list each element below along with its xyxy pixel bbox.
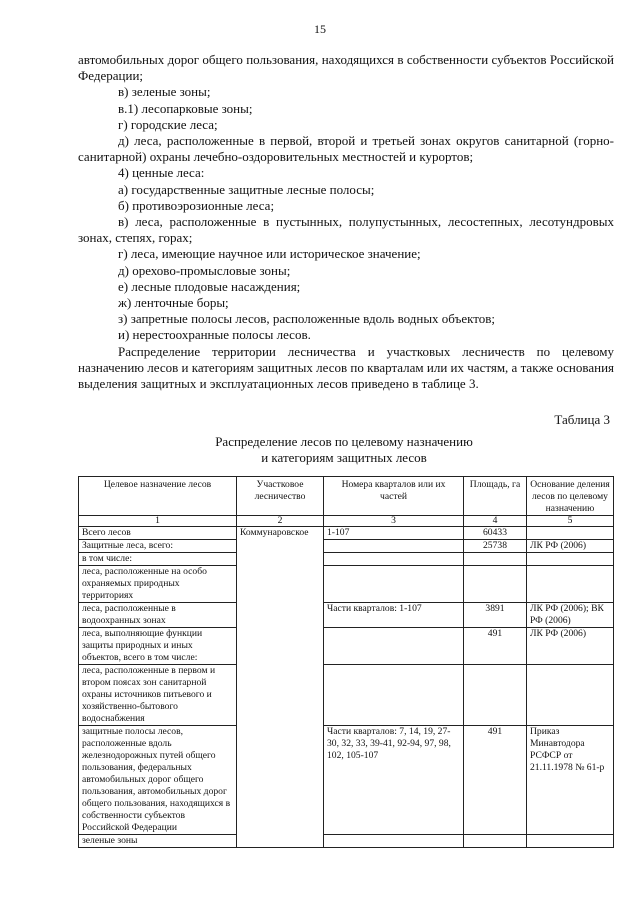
table-row [79, 835, 614, 848]
paragraph: г) городские леса; [118, 116, 218, 132]
cell-purpose: зеленые зоны [79, 835, 237, 848]
cell-quarters [324, 566, 464, 603]
cell-basis: ЛК РФ (2006) [527, 540, 614, 553]
cell-purpose: леса, расположенные в первом и втором поясах зон санитарной охраны источников питьевого и хозяйственно-бытового водоснабжения [79, 665, 237, 726]
column-number: 5 [527, 516, 614, 527]
cell-purpose: в том числе: [79, 553, 237, 566]
column-number: 2 [237, 516, 324, 527]
column-number: 4 [464, 516, 527, 527]
paragraph: 4) ценные леса: [118, 165, 205, 181]
paragraph: и) нерестоохранные полосы лесов. [118, 327, 311, 343]
header-purpose: Целевое назначение лесов [79, 477, 237, 516]
cell-area: 491 [464, 628, 527, 665]
paragraph: д) леса, расположенные в первой, второй и третьей зонах округов санитарной (горно-санитарной) охраны лечебно-оздоровительных местностей и курортов; [78, 133, 614, 165]
table-title-line: и категориям защитных лесов [261, 450, 427, 465]
table-row [79, 603, 614, 628]
cell-area [464, 553, 527, 566]
cell-area [464, 665, 527, 726]
cell-quarters: 1-107 [324, 527, 464, 540]
cell-area [464, 835, 527, 848]
cell-basis [527, 835, 614, 848]
page-number: 15 [314, 22, 326, 36]
paragraph: е) лесные плодовые насаждения; [118, 278, 301, 294]
paragraph: ж) ленточные боры; [118, 295, 229, 311]
cell-area: 25738 [464, 540, 527, 553]
cell-purpose: леса, выполняющие функции защиты природных и иных объектов, всего в том числе: [79, 628, 237, 665]
cell-quarters [324, 835, 464, 848]
cell-quarters [324, 665, 464, 726]
table-row [79, 665, 614, 726]
paragraph: б) противоэрозионные леса; [118, 197, 275, 213]
paragraph: в.1) лесопарковые зоны; [118, 100, 253, 116]
table-row [79, 553, 614, 566]
cell-basis [527, 553, 614, 566]
cell-basis: ЛК РФ (2006) [527, 628, 614, 665]
table-header-row [79, 477, 614, 516]
column-number-row [79, 516, 614, 527]
body-text [78, 52, 614, 392]
cell-quarters [324, 540, 464, 553]
paragraph: автомобильных дорог общего пользования, находящихся в собственности субъектов Российской Федерации; [78, 52, 614, 84]
header-area: Площадь, га [464, 477, 527, 516]
table-caption [78, 412, 610, 466]
cell-purpose: Защитные леса, всего: [79, 540, 237, 553]
cell-area: 491 [464, 726, 527, 835]
column-number: 3 [324, 516, 464, 527]
cell-district: Коммунаровское [237, 527, 324, 848]
cell-purpose: защитные полосы лесов, расположенные вдоль железнодорожных путей общего пользования, федеральных автомобильных дорог общего пользования, автомобильных дорог общего пользования, находящихся в собственности субъектов Российской Федерации [79, 726, 237, 835]
cell-basis [527, 665, 614, 726]
cell-quarters [324, 628, 464, 665]
column-number: 1 [79, 516, 237, 527]
header-basis: Основание деления лесов по целевому назначению [527, 477, 614, 516]
cell-basis: ЛК РФ (2006); ВК РФ (2006) [527, 603, 614, 628]
cell-area [464, 566, 527, 603]
cell-quarters: Части кварталов: 7, 14, 19, 27-30, 32, 33, 39-41, 92-94, 97, 98, 102, 105-107 [324, 726, 464, 835]
cell-purpose: Всего лесов [79, 527, 237, 540]
table-title [78, 434, 610, 466]
cell-quarters [324, 553, 464, 566]
paragraph: в) зеленые зоны; [118, 84, 211, 100]
cell-quarters: Части кварталов: 1-107 [324, 603, 464, 628]
cell-area: 3891 [464, 603, 527, 628]
paragraph: в) леса, расположенные в пустынных, полупустынных, лесостепных, лесотундровых зонах, степях, горах; [78, 214, 614, 246]
cell-basis [527, 527, 614, 540]
table-row [79, 628, 614, 665]
table-row [79, 540, 614, 553]
cell-basis: Приказ Минавтодора РСФСР от 21.11.1978 № 61-р [527, 726, 614, 835]
table-row [79, 527, 614, 540]
paragraph: г) леса, имеющие научное или историческое значение; [118, 246, 421, 262]
paragraph: Распределение территории лесничества и участковых лесничеств по целевому назначению лесов и категориям защитных лесов по кварталам или их частям, а также основания выделения защитных и эксплуатационных лесов приведено в таблице 3. [78, 343, 615, 392]
cell-basis [527, 566, 614, 603]
paragraph: д) орехово-промысловые зоны; [118, 262, 291, 278]
table-row [79, 566, 614, 603]
forest-distribution-table [78, 476, 614, 848]
cell-purpose: леса, расположенные в водоохранных зонах [79, 603, 237, 628]
table-label: Таблица 3 [554, 412, 610, 427]
paragraph: з) запретные полосы лесов, расположенные вдоль водных объектов; [118, 311, 495, 327]
cell-purpose: леса, расположенные на особо охраняемых природных территориях [79, 566, 237, 603]
header-district: Участковое лесничество [237, 477, 324, 516]
table-title-line: Распределение лесов по целевому назначению [215, 434, 473, 449]
cell-area: 60433 [464, 527, 527, 540]
paragraph: а) государственные защитные лесные полосы; [118, 181, 375, 197]
header-quarters: Номера кварталов или их частей [324, 477, 464, 516]
table-row [79, 726, 614, 835]
